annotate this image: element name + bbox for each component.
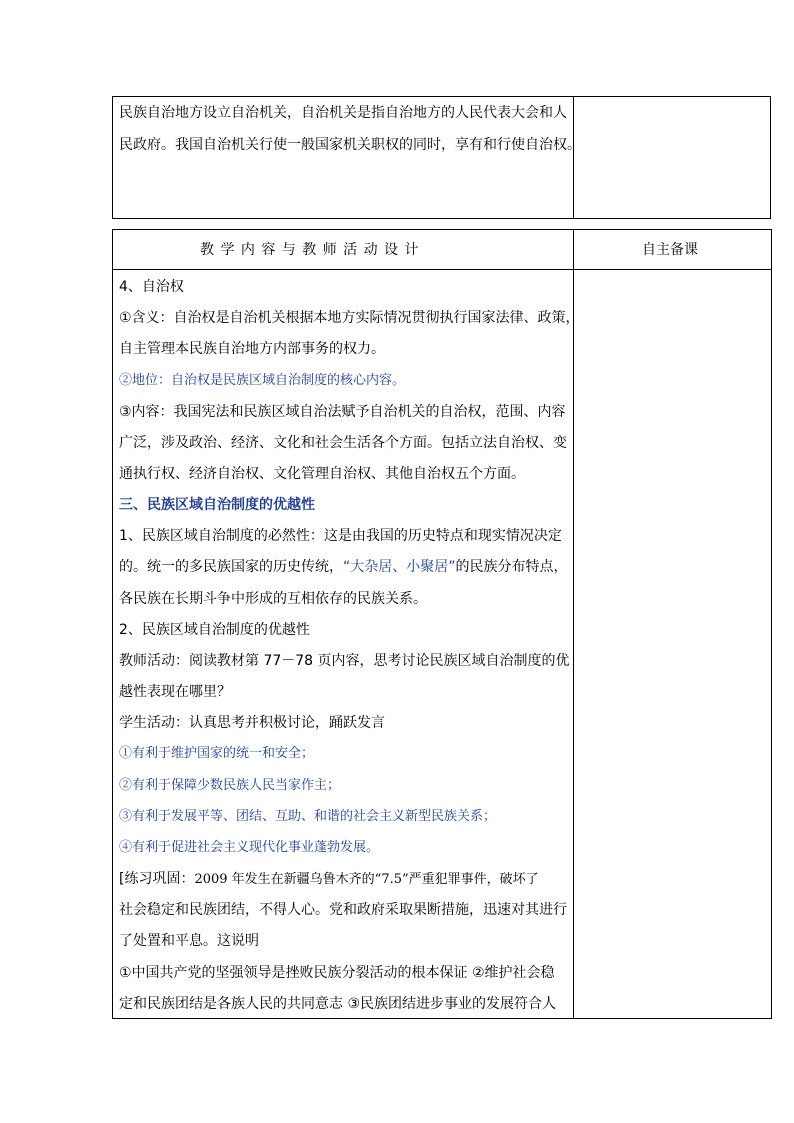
content-line: ①含义：自治权是自治机关根据本地方实际情况贯彻执行国家法律、政策， (119, 310, 580, 326)
content-segment: 的。统一的多民族国家的历史传统， (119, 559, 343, 575)
column-divider (573, 230, 574, 1018)
list-item: ④有利于促进社会主义现代化事业蓬勃发展。 (119, 840, 380, 855)
student-activity: 学生活动：认真思考并积极讨论，踊跃发言 (119, 715, 385, 731)
table-main (112, 229, 772, 1019)
exercise-label: [练习巩固： (119, 871, 195, 887)
content-line: 越性表现在哪里？ (119, 684, 231, 700)
table1-line-1: 民族自治地方设立自治机关，自治机关是指自治地方的人民代表大会和人 (119, 105, 567, 121)
content-line: ①中国共产党的坚强领导是挫败民族分裂活动的根本保证 ②维护社会稳 (119, 965, 555, 981)
teacher-activity: 教师活动：阅读教材第 77－78 页内容，思考讨论民族区域自治制度的优 (119, 653, 570, 669)
content-line: ②地位：自治权是民族区域自治制度的核心内容。 (119, 373, 406, 388)
content-line: 1、民族区域自治制度的必然性：这是由我国的历史特点和现实情况决定 (119, 528, 562, 544)
content-line: 广泛，涉及政治、经济、文化和社会生活各个方面。包括立法自治权、变 (119, 435, 567, 451)
list-item: ②有利于保障少数民族人民当家作主； (119, 778, 341, 793)
header-divider (113, 269, 771, 270)
list-item: ③有利于发展平等、团结、互助、和谐的社会主义新型民族关系； (119, 809, 497, 824)
content-line (119, 559, 568, 575)
list-item: ①有利于维护国家的统一和安全； (119, 746, 315, 761)
section-title-autonomy: 4、自治权 (119, 279, 184, 295)
content-line: ③内容：我国宪法和民族区域自治法赋予自治机关的自治权，范围、内容 (119, 404, 566, 420)
exercise-line (119, 871, 539, 888)
content-segment: 社会稳定和民族团结，不得人心。 (119, 902, 329, 918)
content-segment: 的民族分布特点， (455, 559, 568, 575)
content-line: 通执行权、经济自治权、文化管理自治权、其他自治权五个方面。 (119, 466, 525, 482)
header-content-design: 教 学 内 容 与 教 师 活 动 设 计 (200, 242, 420, 258)
exercise-text: 2009 年发生在新疆乌鲁木齐的“7.5”严重犯罪事件，破坏了 (194, 872, 539, 887)
content-line: 各民族在长期斗争中形成的互相依存的民族关系。 (119, 591, 427, 607)
header-self-prep: 自主备课 (642, 242, 698, 258)
column-divider (573, 97, 574, 218)
section-heading-superiority: 三、民族区域自治制度的优越性 (119, 497, 315, 513)
content-line: 了处置和平息。这说明 (119, 933, 259, 949)
subsection-title: 2、民族区域自治制度的优越性 (119, 622, 310, 638)
table1-line-2: 民政府。我国自治机关行使一般国家机关职权的同时，享有和行使自治权。 (119, 137, 581, 153)
content-line (119, 902, 567, 918)
content-line: 定和民族团结是各族人民的共同意志 ③民族团结进步事业的发展符合人 (119, 996, 556, 1012)
quoted-phrase: “大杂居、小聚居” (343, 559, 456, 575)
content-segment: 党和政府采取果断措施，迅速对其进行 (329, 902, 567, 918)
content-line: 自主管理本民族自治地方内部事务的权力。 (119, 341, 385, 357)
table-top (112, 96, 771, 219)
